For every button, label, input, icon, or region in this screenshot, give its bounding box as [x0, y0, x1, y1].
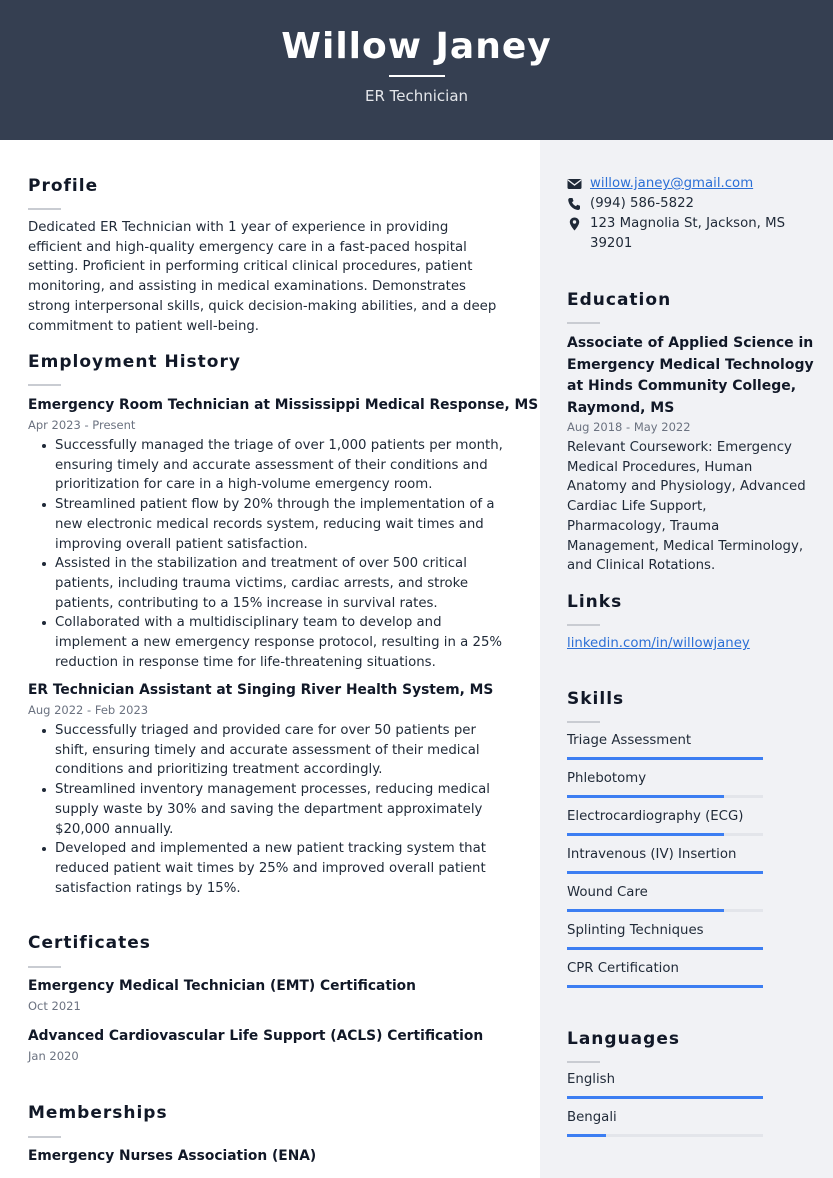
candidate-title: ER Technician [364, 87, 469, 105]
language-level-fill [567, 1096, 763, 1099]
employment-divider [28, 384, 61, 386]
skill-label: Wound Care [567, 885, 648, 900]
links-divider [567, 624, 600, 626]
skill-label: Electrocardiography (ECG) [567, 809, 744, 824]
address-line-2: 39201 [590, 235, 633, 251]
map-pin-icon [567, 217, 582, 231]
phone-icon [567, 197, 582, 211]
languages-divider [567, 1061, 600, 1063]
certificates-divider [28, 966, 61, 968]
skill-level-track [567, 909, 763, 912]
degree-line: Emergency Medical Technology [567, 356, 814, 373]
list-item: Successfully triaged and provided care for over 50 patients per shift, ensuring timely and accurate assessment of their medical conditions and prioritizing treatment accordingly. [28, 721, 508, 780]
certificate-date: Jan 2020 [28, 1049, 79, 1063]
certificate-title: Advanced Cardiovascular Life Support (ACLS) Certification [28, 1028, 484, 1044]
certificate-date: Oct 2021 [28, 999, 81, 1013]
membership-title: Emergency Nurses Association (ENA) [28, 1148, 317, 1164]
language-label: English [567, 1072, 616, 1087]
skill-label: Intravenous (IV) Insertion [567, 847, 737, 862]
email-link[interactable]: willow.janey@gmail.com [590, 176, 754, 191]
skill-level-fill [567, 795, 724, 798]
job-title: Emergency Room Technician at Mississippi Medical Response, MS [28, 397, 539, 413]
degree-line: at Hinds Community College, [567, 378, 797, 394]
profile-divider [28, 208, 61, 210]
certificates-heading: Certificates [28, 933, 151, 953]
contact-email-row [567, 174, 807, 194]
linkedin-link[interactable]: linkedin.com/in/willowjaney [567, 636, 750, 651]
skills-divider [567, 721, 600, 723]
job-title: ER Technician Assistant at Singing River Health System, MS [28, 682, 494, 698]
education-divider [567, 322, 600, 324]
memberships-divider [28, 1136, 61, 1138]
address-text [590, 214, 790, 253]
skill-level-fill [567, 871, 763, 874]
contact-phone-row [567, 194, 807, 214]
contact-address-row [567, 214, 807, 254]
language-level-fill [567, 1134, 606, 1137]
skill-level-fill [567, 947, 763, 950]
links-heading: Links [567, 592, 623, 612]
skill-level-track [567, 833, 763, 836]
degree-line: Associate of Applied Science in [567, 335, 814, 351]
list-item: Streamlined patient flow by 20% through the implementation of a new electronic medical records system, reducing wait times and improving overall patient satisfaction. [28, 495, 508, 554]
skill-level-track [567, 985, 763, 988]
list-item: Developed and implemented a new patient tracking system that reduced patient wait times by 25% and improved overall patient satisfaction ratings by 15%. [28, 839, 508, 898]
skill-label: Splinting Techniques [567, 923, 704, 938]
job-bullets [28, 436, 508, 672]
education-heading: Education [567, 290, 672, 310]
degree-line: Raymond, MS [567, 399, 675, 416]
list-item: Streamlined inventory management processes, reducing medical supply waste by 30% and saving the department approximately $20,000 annually. [28, 780, 508, 839]
skills-heading: Skills [567, 689, 625, 709]
memberships-heading: Memberships [28, 1103, 168, 1123]
skill-level-track [567, 947, 763, 950]
language-level-track [567, 1134, 763, 1137]
employment-heading: Employment History [28, 352, 241, 372]
resume-header [0, 0, 833, 140]
education-dates: Aug 2018 - May 2022 [567, 420, 691, 434]
education-details: Relevant Coursework: Emergency Medical Procedures, Human Anatomy and Physiology, Advanced Cardiac Life Support, Pharmacology, Trauma Management, Medical Terminology, and Clinical Rotations. [567, 440, 806, 574]
skill-level-fill [567, 833, 724, 836]
skill-level-fill [567, 985, 763, 988]
language-label: Bengali [567, 1110, 617, 1125]
phone-text: (994) 586-5822 [590, 196, 694, 211]
job-dates: Aug 2022 - Feb 2023 [28, 703, 149, 717]
profile-text: Dedicated ER Technician with 1 year of experience in providing efficient and high-quality emergency care in a fast-paced hospital setting. Proficient in performing critical clinical procedures, patient monitoring, and assisting in medical examinations. Demonstrates strong interpersonal skills, quick decision-making abilities, and a deep commitment to patient well-being. [28, 220, 497, 334]
language-level-track [567, 1096, 763, 1099]
profile-heading: Profile [28, 176, 99, 196]
job-dates: Apr 2023 - Present [28, 418, 136, 432]
address-line-1: 123 Magnolia St, Jackson, MS [590, 216, 786, 231]
certificate-title: Emergency Medical Technician (EMT) Certification [28, 978, 416, 994]
skill-level-fill [567, 757, 763, 760]
job-bullets [28, 721, 508, 898]
skill-level-track [567, 795, 763, 798]
skill-level-fill [567, 909, 724, 912]
header-divider [389, 75, 445, 77]
list-item: Assisted in the stabilization and treatment of over 500 critical patients, including trauma victims, cardiac arrests, and stroke patients, contributing to a 15% increase in survival rates. [28, 554, 508, 613]
skill-label: Phlebotomy [567, 771, 647, 786]
languages-heading: Languages [567, 1029, 680, 1049]
education-degree [567, 333, 817, 419]
candidate-name: Willow Janey [281, 26, 552, 67]
skill-level-track [567, 757, 763, 760]
list-item: Collaborated with a multidisciplinary team to develop and implement a new emergency response protocol, resulting in a 25% reduction in response time for life-threatening situations. [28, 613, 508, 672]
list-item: Successfully managed the triage of over 1,000 patients per month, ensuring timely and accurate assessment of their conditions and prioritization for care in a high-volume emergency room. [28, 436, 508, 495]
skill-level-track [567, 871, 763, 874]
skill-label: CPR Certification [567, 961, 679, 976]
skill-label: Triage Assessment [567, 733, 692, 748]
envelope-icon [567, 177, 582, 191]
